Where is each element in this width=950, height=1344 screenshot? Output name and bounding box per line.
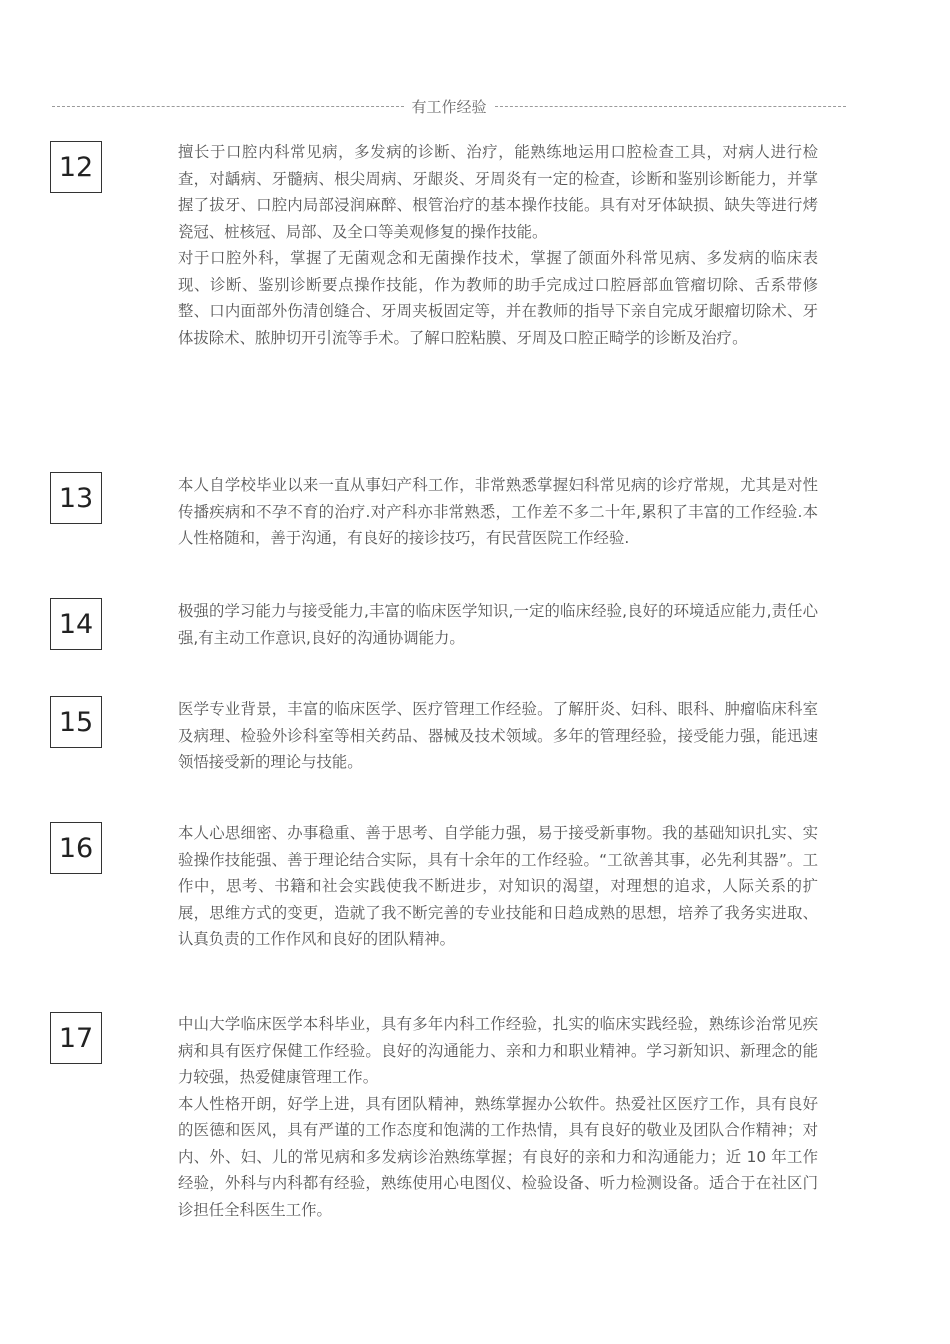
entry-paragraph: 本人性格开朗，好学上进，具有团队精神，熟练掌握办公软件。热爱社区医疗工作，具有良好的医德和医风，具有严谨的工作态度和饱满的工作热情，具有良好的敬业及团队合作精神；对内、外、妇、儿的常见病和多发病诊治熟练掌握；有良好的亲和力和沟通能力；近 10 年工作经验，外科与内科都有经验，熟练使用心电图仪、检验设备、听力检测设备。适合于在社区门诊担任全科医生工作。 [178, 1094, 818, 1219]
entry-description [178, 139, 818, 351]
entry-paragraph: 擅长于口腔内科常见病，多发病的诊断、治疗，能熟练地运用口腔检查工具，对病人进行检查，对龋病、牙髓病、根尖周病、牙龈炎、牙周炎有一定的检查，诊断和鉴别诊断能力，并掌握了拔牙、口腔内局部浸润麻醉、根管治疗的基本操作技能。具有对牙体缺损、缺失等进行烤瓷冠、桩核冠、局部、及全口等美观修复的操作技能。 [178, 143, 818, 241]
entry-number-box: 16 [50, 822, 102, 874]
entry-paragraph: 极强的学习能力与接受能力,丰富的临床医学知识,一定的临床经验,良好的环境适应能力,责任心强,有主动工作意识,良好的沟通协调能力。 [178, 602, 818, 647]
header-divider-right [495, 106, 847, 107]
entry-number-box: 14 [50, 598, 102, 650]
section-header [52, 96, 846, 116]
entry-paragraph: 中山大学临床医学本科毕业，具有多年内科工作经验，扎实的临床实践经验，熟练诊治常见疾病和具有医疗保健工作经验。良好的沟通能力、亲和力和职业精神。学习新知识、新理念的能力较强，热爱健康管理工作。 [178, 1015, 818, 1086]
entry-description [178, 598, 818, 651]
entry-description [178, 696, 818, 776]
entry-description [178, 1011, 818, 1223]
section-title: 有工作经验 [411, 97, 487, 116]
header-divider-left [52, 106, 404, 107]
entry-number-box: 15 [50, 696, 102, 748]
entry-paragraph: 本人心思细密、办事稳重、善于思考、自学能力强，易于接受新事物。我的基础知识扎实、实验操作技能强、善于理论结合实际，具有十余年的工作经验。“工欲善其事，必先利其器”。工作中，思考、书籍和社会实践使我不断进步，对知识的渴望，对理想的追求，人际关系的扩展，思维方式的变更，造就了我不断完善的专业技能和日趋成熟的思想，培养了我务实进取、认真负责的工作作风和良好的团队精神。 [178, 824, 818, 948]
entry-description [178, 472, 818, 552]
entry-paragraph: 本人自学校毕业以来一直从事妇产科工作，非常熟悉掌握妇科常见病的诊疗常规，尤其是对性传播疾病和不孕不育的治疗.对产科亦非常熟悉，工作差不多二十年,累积了丰富的工作经验.本人性格随和，善于沟通，有良好的接诊技巧，有民营医院工作经验. [178, 476, 818, 547]
entry-paragraph: 医学专业背景，丰富的临床医学、医疗管理工作经验。了解肝炎、妇科、眼科、肿瘤临床科室及病理、检验外诊科室等相关药品、器械及技术领域。多年的管理经验，接受能力强，能迅速领悟接受新的理论与技能。 [178, 700, 818, 771]
entry-number-box: 17 [50, 1012, 102, 1064]
entry-paragraph: 对于口腔外科，掌握了无菌观念和无菌操作技术，掌握了颌面外科常见病、多发病的临床表现、诊断、鉴别诊断要点操作技能，作为教师的助手完成过口腔唇部血管瘤切除、舌系带修整、口内面部外伤清创缝合、牙周夹板固定等，并在教师的指导下亲自完成牙龈瘤切除术、牙体拔除术、脓肿切开引流等手术。了解口腔粘膜、牙周及口腔正畸学的诊断及治疗。 [178, 249, 818, 347]
entry-number-box: 13 [50, 472, 102, 524]
entry-number-box: 12 [50, 141, 102, 193]
entry-description [178, 820, 818, 953]
